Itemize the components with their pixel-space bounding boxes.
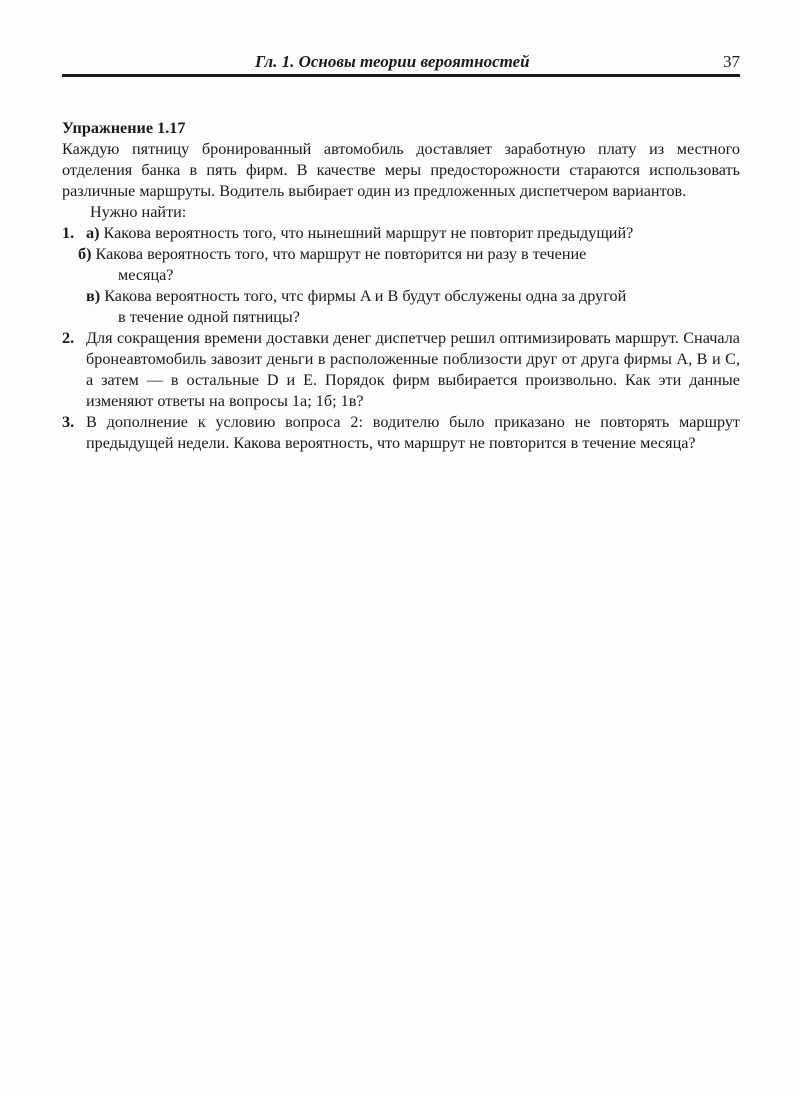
question-number: 3. <box>62 413 75 431</box>
exercise-block <box>62 118 740 454</box>
question-1b <box>62 244 740 286</box>
question-1v-text: Какова вероятность того, чтс фирмы A и B будут обслужены одна за другой <box>104 287 627 305</box>
question-1b-text: Какова вероятность того, что маршрут не повторится ни разу в течение <box>95 245 587 263</box>
question-number: 1. <box>62 224 75 242</box>
exercise-title: Упражнение 1.17 <box>62 119 186 137</box>
question-1a-text: Какова вероятность того, что нынешний маршрут не повторит предыдущий? <box>103 224 634 242</box>
exercise-intro: Каждую пятницу бронированный автомобиль доставляет заработную плату из местного отделения банка в пять фирм. В качестве меры предосторожности стараются использовать различные маршруты. Водитель выбирает один из предложенных диспетчером вариантов. <box>62 140 740 200</box>
question-3 <box>62 412 740 454</box>
question-2 <box>62 328 740 412</box>
sub-letter: б) <box>78 245 92 263</box>
sub-letter: в) <box>86 287 101 305</box>
sub-letter: а) <box>86 224 100 242</box>
question-number: 2. <box>62 329 75 347</box>
question-2-text: Для сокращения времени доставки денег диспетчер решил оптимизировать маршрут. Сначала бронеавтомобиль завозит деньги в расположенные поблизости друг от друга фирмы A, B и C, а затем — в остальные D и E. Порядок фирм выбирается произвольно. Как эти данные изменяют ответы на вопросы 1а; 1б; 1в? <box>86 329 740 410</box>
need-to-find-label: Нужно найти: <box>90 203 187 221</box>
question-3-text: В дополнение к условию вопроса 2: водителю было приказано не повторять маршрут предыдущей недели. Какова вероятность, что маршрут не повторится в течение месяца? <box>86 413 740 452</box>
question-1v <box>62 286 740 328</box>
page-number: 37 <box>723 52 740 71</box>
question-1v-text-cont: в течение одной пятницы? <box>118 308 300 326</box>
running-head <box>62 52 740 74</box>
question-1a <box>62 223 740 244</box>
question-1b-text-cont: месяца? <box>118 266 174 284</box>
header-rule <box>62 74 740 77</box>
question-1 <box>62 223 740 328</box>
running-title: Гл. 1. Основы теории вероятностей <box>255 52 530 71</box>
